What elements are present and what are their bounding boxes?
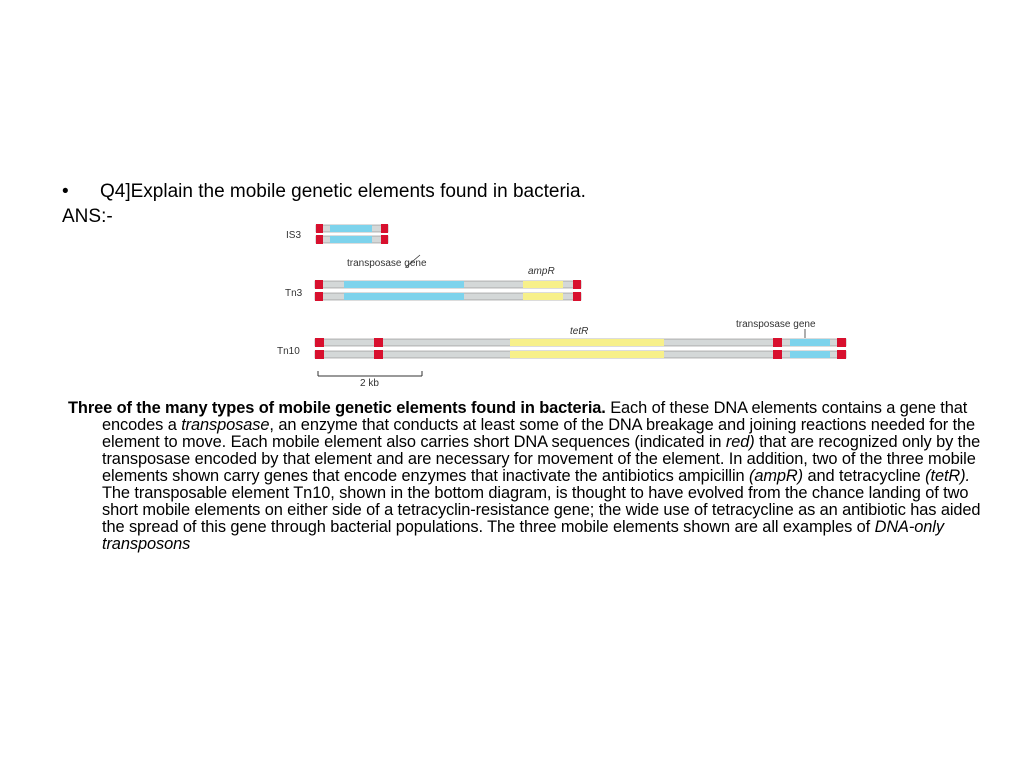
caption-text-2: , an enzyme that conducts at least some of the DNA breakage and joining reactions needed for the element to move. Each mobile element also carries short DNA sequences (indicated in (102, 416, 976, 452)
tn10-repeat-1-bottom (315, 350, 324, 359)
tn10-transposase-bottom (790, 351, 830, 358)
caption-text-5: The transposable element Tn10, shown in the bottom diagram, is thought to have evolved from the chance landing of two short mobile elements on either side of a tetracyclin-resistance gene; the wide use of tetracycline as an antibiotic has aided the spread of this gene through bacterial populations. The three mobile elements shown are all examples of (102, 484, 981, 537)
tn3-ampr-top (523, 281, 563, 288)
scale-bar (318, 371, 422, 389)
figure-caption (68, 400, 1002, 553)
tn3-repeat-right-top (573, 280, 581, 289)
tn3-repeat-left-top (315, 280, 323, 289)
tn10-transposase-top (790, 339, 830, 346)
caption-text-4: and tetracycline (803, 467, 926, 486)
caption-italic-ampr: (ampR) (748, 467, 804, 486)
tn10-repeat-1-top (315, 338, 324, 347)
tn3-transposase-bottom (344, 293, 464, 300)
tn10-repeat-3-top (773, 338, 782, 347)
tn10-tetr-bottom (510, 351, 664, 358)
tn3-ampr-annotation: ampR (528, 266, 555, 277)
caption-text-3: that are recognized only by the transposase encoded by that element and are necessary for movement of the element. In addition, two of the three mobile elements shown carry genes that encode enzymes that inactivate the antibiotics ampicillin (102, 433, 981, 486)
answer-label: ANS:- (62, 206, 113, 227)
is3-element (316, 224, 388, 244)
is3-transposase-bottom (330, 236, 372, 243)
scale-bar-label: 2 kb (360, 378, 379, 389)
is3-repeat-right-bottom (381, 235, 388, 244)
transposon-diagram (272, 218, 852, 393)
question-line (62, 180, 586, 204)
tn3-element (315, 280, 581, 301)
tn10-element (315, 338, 846, 359)
caption-italic-transposase: transposase (181, 416, 270, 435)
bullet-glyph: • (62, 181, 69, 202)
tn10-repeat-4-bottom (837, 350, 846, 359)
tn10-repeat-3-bottom (773, 350, 782, 359)
tn10-tetr-annotation: tetR (570, 326, 589, 337)
tn3-repeat-left-bottom (315, 292, 323, 301)
tn3-ampr-bottom (523, 293, 563, 300)
tn10-tetr-top (510, 339, 664, 346)
tn10-transposase-annotation: transposase gene (736, 319, 816, 330)
caption-italic-dna-only: DNA-only transposons (102, 518, 944, 554)
tn10-repeat-2-bottom (374, 350, 383, 359)
is3-repeat-left-bottom (316, 235, 323, 244)
is3-repeat-right-top (381, 224, 388, 233)
caption-text-1: Each of these DNA elements contains a gene that encodes a (102, 399, 968, 435)
tn3-repeat-right-bottom (573, 292, 581, 301)
tn3-transposase-top (344, 281, 464, 288)
tn3-label: Tn3 (285, 288, 303, 299)
tn10-repeat-4-top (837, 338, 846, 347)
question-text: Q4]Explain the mobile genetic elements found in bacteria. (100, 181, 586, 202)
is3-transposase-top (330, 225, 372, 232)
is3-label: IS3 (286, 230, 302, 241)
tn10-label: Tn10 (277, 346, 300, 357)
tn10-repeat-2-top (374, 338, 383, 347)
caption-lead: Three of the many types of mobile genetic elements found in bacteria. (68, 399, 606, 418)
caption-italic-tetr: (tetR). (925, 467, 970, 486)
is3-gene-annotation: transposase gene (347, 258, 427, 269)
caption-italic-red: red) (725, 433, 755, 452)
is3-repeat-left-top (316, 224, 323, 233)
